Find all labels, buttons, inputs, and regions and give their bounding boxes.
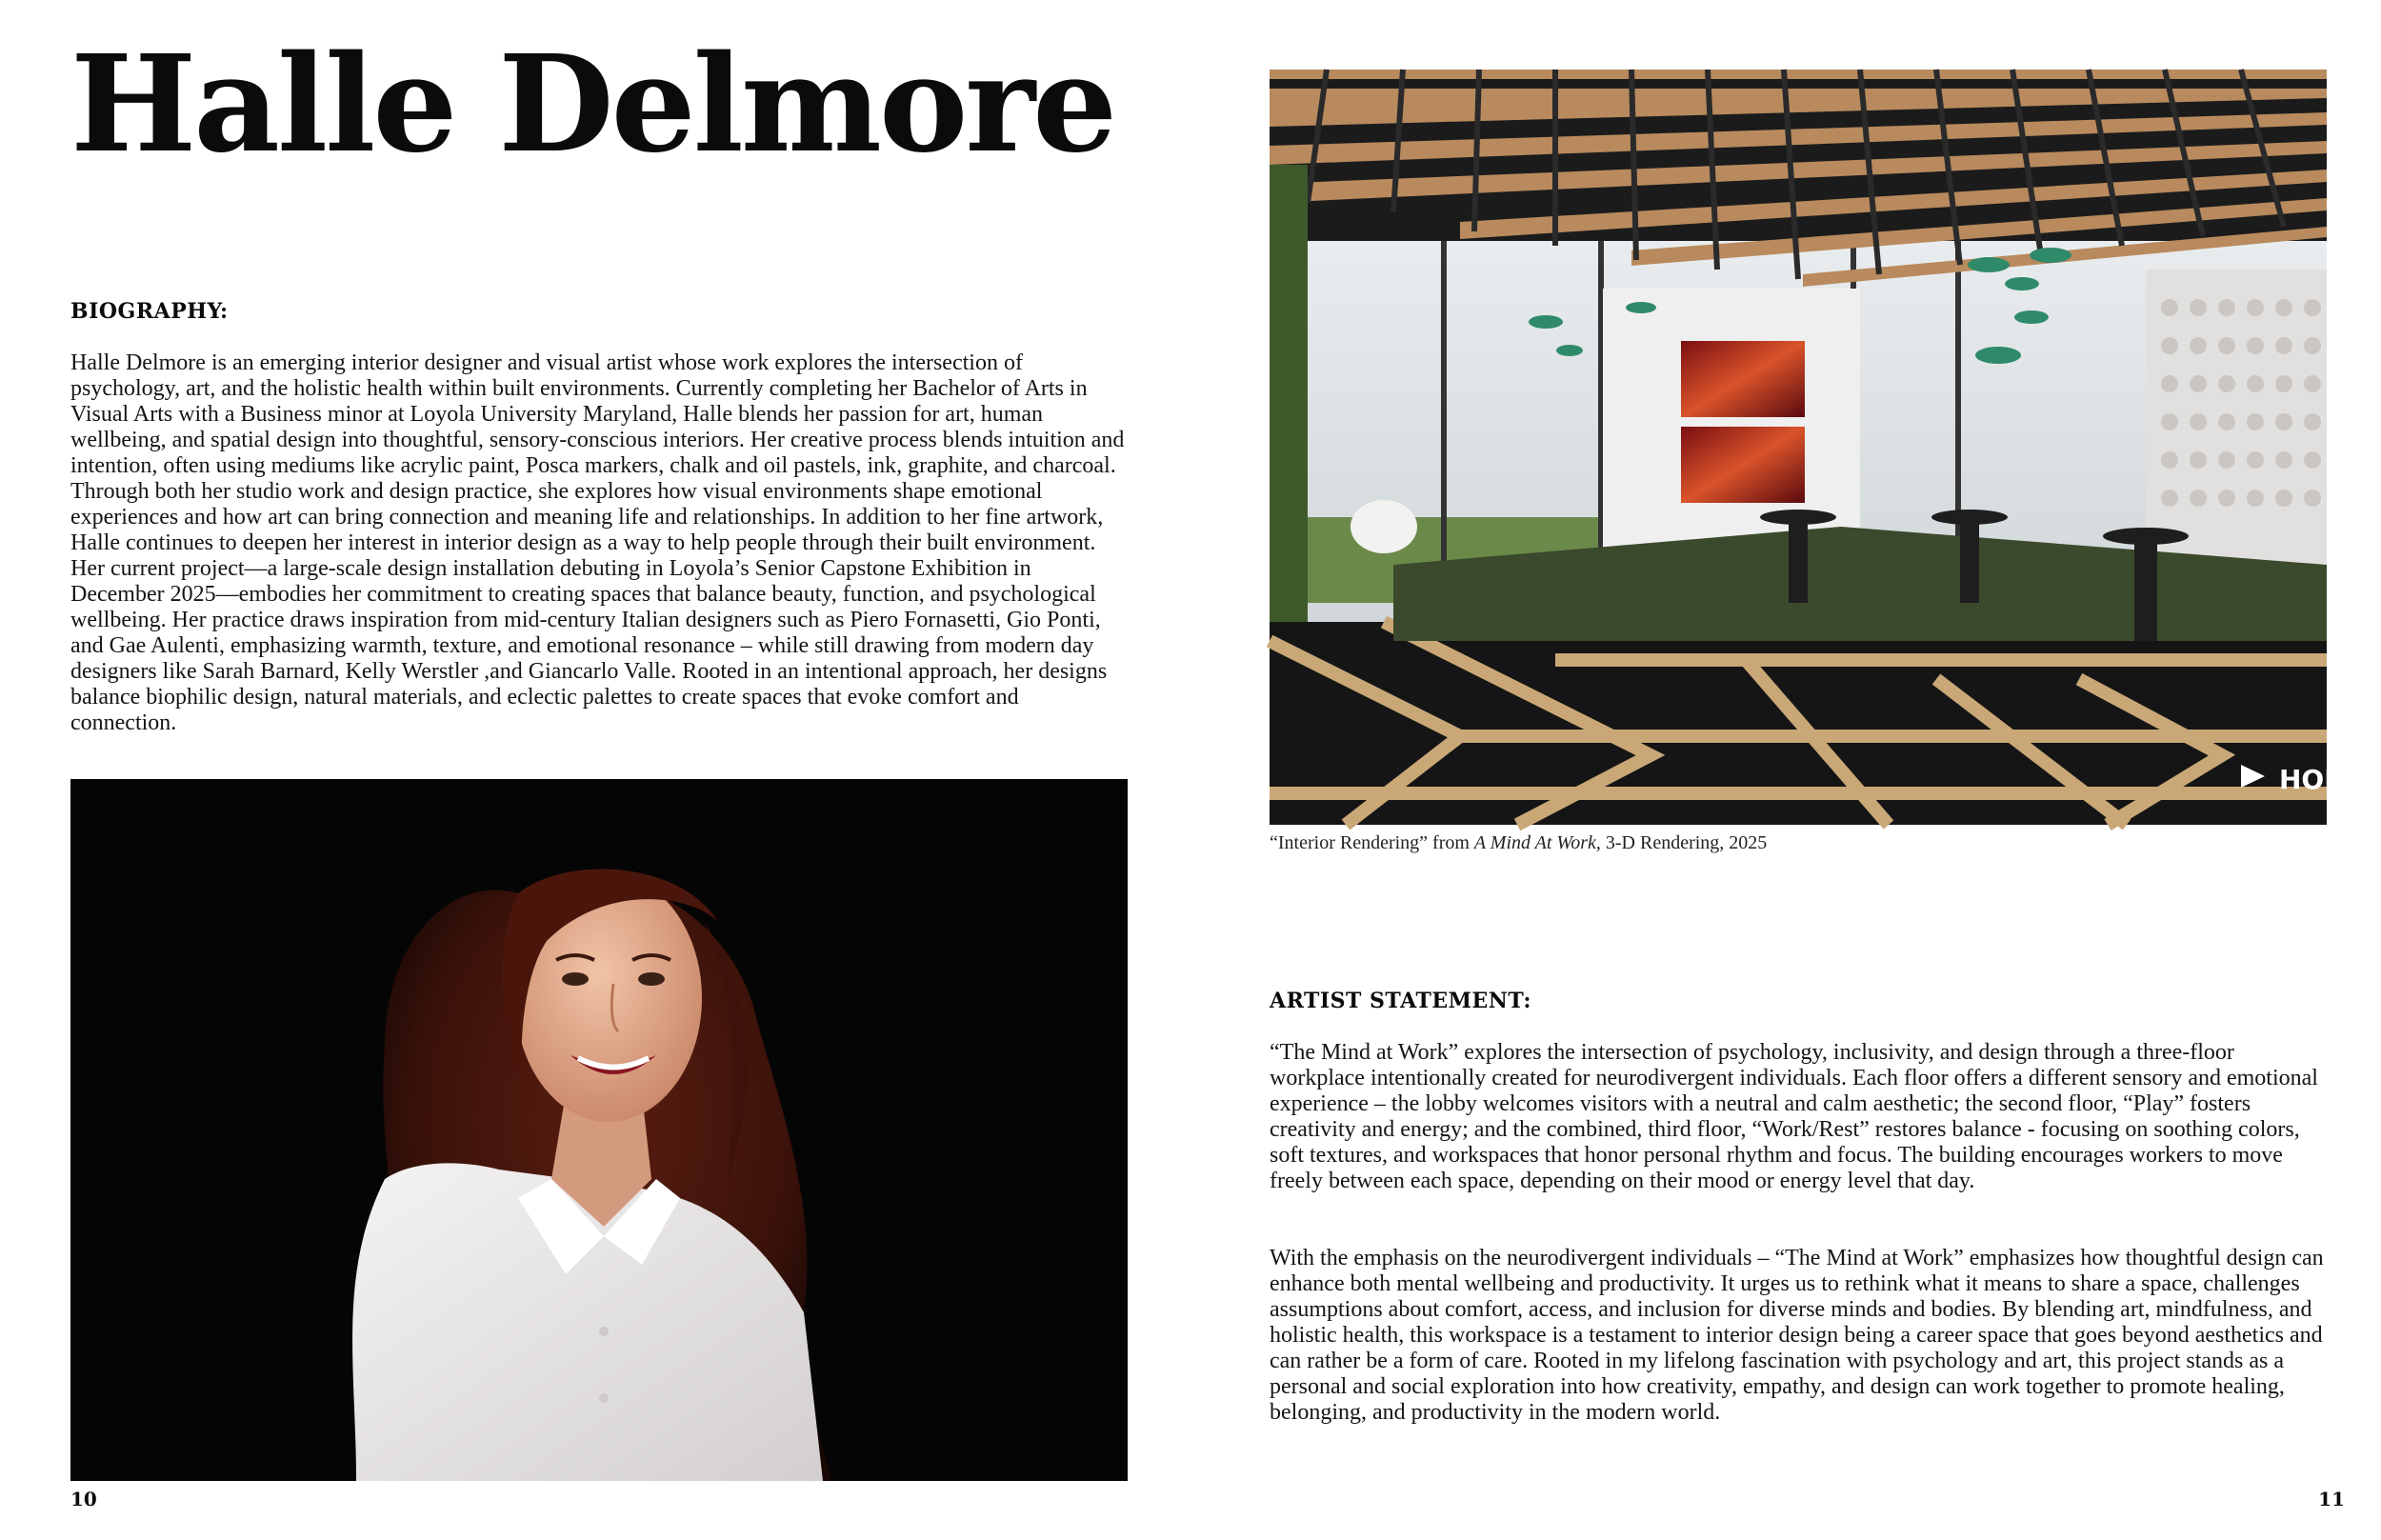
rendering-caption — [1270, 832, 1767, 854]
caption-work-title: A Mind At Work — [1473, 832, 1596, 853]
artist-name-title: Halle Delmore — [70, 27, 1115, 183]
page-number-right: 11 — [2318, 1488, 2345, 1510]
artist-statement-paragraph-2: With the emphasis on the neurodivergent individuals – “The Mind at Work” emphasizes how thoughtful design can enhance both mental wellbeing and productivity. It urges us to rethink what it means to share a space, challenges assumptions about comfort, access, and inclusion for diverse minds and bodies. By blending art, mindfulness, and holistic health, this workspace is a testament to interior design being a career space that goes beyond aesthetics and can rather be a form of care. Rooted in my lifelong fascination with psychology and art, this project stands as a personal and social exploration into how creativity, empathy, and design can work together to promote healing, belonging, and productivity in the modern world. — [1270, 1246, 2324, 1425]
artist-statement-paragraph-1: “The Mind at Work” explores the intersection of psychology, inclusivity, and design through a three-floor workplace intentionally created for neurodivergent individuals. Each floor offers a different sensory and emotional experience – the lobby welcomes visitors with a neutral and calm aesthetic; the second floor, “Play” fosters creativity and energy; and the combined, third floor, “Work/Rest” restores balance - focusing on soothing colors, soft textures, and workspaces that honor personal rhythm and focus. The building encourages workers to move freely between each space, depending on their mood or energy level that day. — [1270, 1040, 2318, 1193]
page-number-left: 10 — [70, 1488, 97, 1510]
biography-text: Halle Delmore is an emerging interior designer and visual artist whose work explores the intersection of psychology, art, and the holistic health within built environments. Currently completing her Bachelor of Arts in Visual Arts with a Business minor at Loyola University Maryland, Halle blends her passion for art, human wellbeing, and spatial design into thoughtful, sensory-conscious interiors. Her creative process blends intuition and intention, often using mediums like acrylic paint, Posca markers, chalk and oil pastels, ink, graphite, and charcoal. Through both her studio work and design practice, she explores how visual environments shape emotional experiences and how art can bring connection and meaning life and relationships. In addition to her fine artwork, Halle continues to deepen her interest in interior design as a way to help people through their built environment. Her current project—a large-scale design installation debuting in Loyola’s Senior Capstone Exhibition in December 2025—embodies her commitment to creating spaces that balance beauty, function, and psychological wellbeing. Her practice draws inspiration from mid-century Italian designers such as Piero Fornasetti, Gio Ponti, and Gae Aulenti, emphasizing warmth, texture, and emotional resonance – while still drawing from modern day designers like Sarah Barnard, Kelly Werstler ,and Giancarlo Valle. Rooted in an intentional approach, her designs balance biophilic design, natural materials, and eclectic palettes to create spaces that evoke comfort and connection. — [70, 350, 1125, 735]
caption-title: “Interior Rendering” from — [1270, 832, 1474, 853]
artist-statement-heading: ARTIST STATEMENT: — [1270, 989, 1532, 1013]
interior-rendering-image — [1270, 70, 2351, 825]
caption-details: , 3-D Rendering, 2025 — [1595, 832, 1768, 853]
right-page — [1190, 0, 2381, 1540]
left-page — [0, 0, 1190, 1540]
artist-portrait-photo — [70, 779, 1128, 1481]
biography-heading: BIOGRAPHY: — [70, 299, 229, 324]
rendering-watermark-text: HOM — [2279, 764, 2351, 795]
